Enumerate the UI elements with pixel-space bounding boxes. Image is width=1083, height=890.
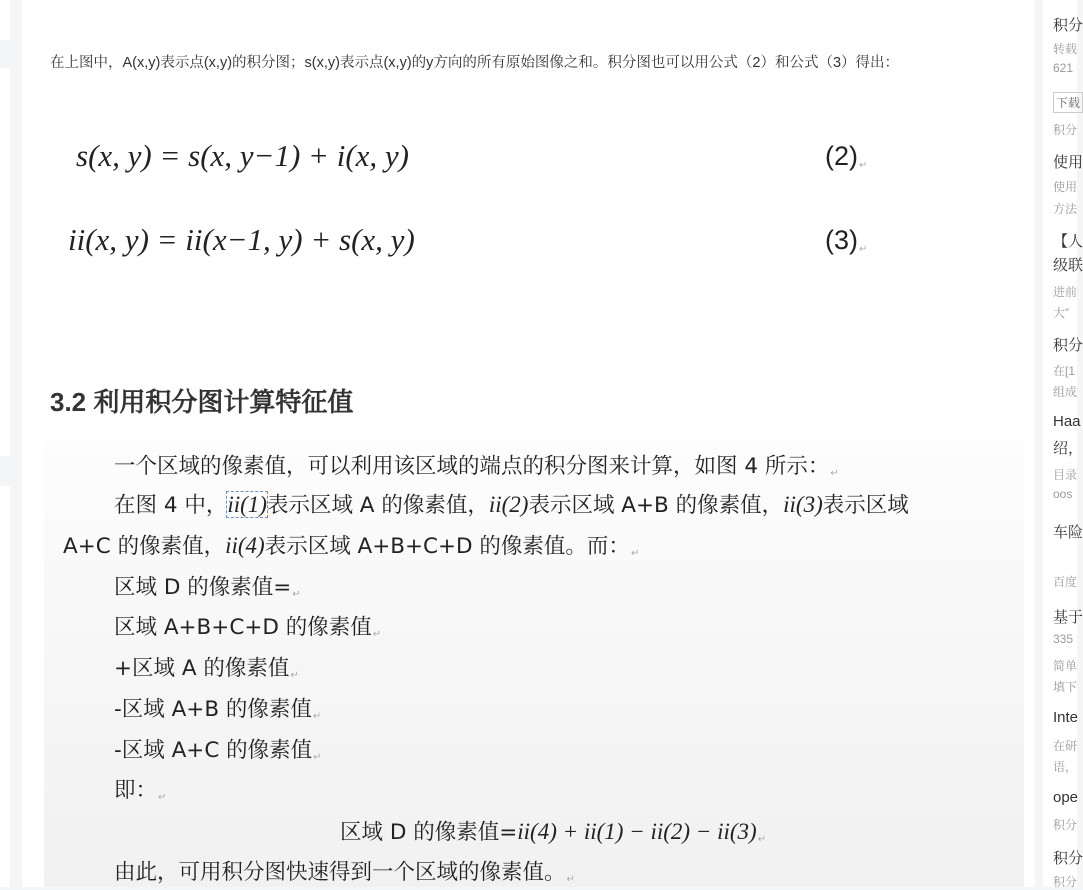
sidebar-item-meta: 进前 xyxy=(1053,285,1078,299)
sidebar-item-title[interactable]: 使用 xyxy=(1053,154,1083,171)
equation-3-text: ii(x, y) = ii(x−1, y) + s(x, y) xyxy=(68,222,415,257)
related-articles-sidebar xyxy=(1043,0,1083,889)
sidebar-item-meta: 大” xyxy=(1053,306,1069,320)
paragraph-mark-icon: ↵ xyxy=(830,468,839,479)
sidebar-item-meta: 方法 xyxy=(1053,202,1078,216)
equation-3-number: (3)↵ xyxy=(825,225,868,255)
left-gutter-strip xyxy=(0,486,10,887)
conclusion-paragraph: 由此，可用积分图快速得到一个区域的像素值。↵ xyxy=(114,860,575,885)
equation-3 xyxy=(68,222,415,258)
sidebar-item-title[interactable]: 积分 xyxy=(1053,17,1083,34)
paragraph-2-line-2: A+C 的像素值，ii(4)表示区域 A+B+C+D 的像素值。而：↵ xyxy=(63,533,640,559)
paragraph-mark-icon: ↵ xyxy=(312,711,322,722)
sidebar-item-meta: 填下 xyxy=(1053,680,1078,694)
scanned-document-image xyxy=(44,440,1024,887)
sidebar-item-title[interactable]: Haa xyxy=(1053,413,1081,430)
ii1-math-object[interactable]: ii(1) xyxy=(227,492,267,517)
sidebar-item-title[interactable]: 【人 xyxy=(1053,233,1083,250)
sidebar-item-meta: 使用 xyxy=(1053,180,1078,194)
left-gutter-strip xyxy=(0,68,10,456)
intro-paragraph: 在上图中，A(x,y)表示点(x,y)的积分图；s(x,y)表示点(x,y)的y方向的所有原始图像之和。积分图也可以用公式（2）和公式（3）得出： xyxy=(50,55,900,71)
sidebar-item-title[interactable]: 基于 xyxy=(1053,609,1083,626)
sidebar-item-meta: 积分 xyxy=(1053,875,1078,889)
line-namely: 即：↵ xyxy=(114,778,167,803)
sidebar-item-title[interactable]: 绍， xyxy=(1053,440,1083,457)
sidebar-item-meta: 组成 xyxy=(1053,385,1078,399)
paragraph-1: 一个区域的像素值，可以利用该区域的端点的积分图来计算，如图 4 所示：↵ xyxy=(114,454,839,479)
article-content xyxy=(22,0,1035,887)
paragraph-mark-icon: ↵ xyxy=(630,548,640,559)
equation-2 xyxy=(76,138,409,174)
sidebar-item-meta: oos xyxy=(1053,487,1073,501)
sidebar-item-meta: 转载 xyxy=(1053,42,1078,56)
left-gutter xyxy=(0,0,22,887)
result-formula-math: ii(4) + ii(1) − ii(2) − ii(3) xyxy=(517,819,757,844)
sidebar-item-meta: 简单 xyxy=(1053,659,1078,673)
sidebar-item-meta: 语， xyxy=(1053,760,1078,774)
paragraph-mark-icon: ↵ xyxy=(313,752,322,763)
line-region-abcd: 区域 A+B+C+D 的像素值↵ xyxy=(114,615,382,640)
sidebar-item-title[interactable]: 级联 xyxy=(1053,257,1083,274)
sidebar-item-meta: 在研 xyxy=(1053,739,1078,753)
sidebar-item-meta: 621 xyxy=(1053,61,1074,75)
paragraph-mark-icon: ↵ xyxy=(372,629,382,640)
equation-2-number: (2)↵ xyxy=(825,141,868,171)
paragraph-2-line-1: 在图 4 中，ii(1)表示区域 A 的像素值，ii(2)表示区域 A+B 的像素值，ii(3)表示区域 xyxy=(114,492,909,518)
sidebar-item-title[interactable]: Inte xyxy=(1053,709,1079,726)
sidebar-item-meta: 积分 xyxy=(1053,818,1078,832)
paragraph-mark-icon: ↵ xyxy=(566,874,575,885)
left-gutter-strip xyxy=(0,0,10,40)
paragraph-mark-icon: ↵ xyxy=(859,160,868,171)
section-heading: 3.2 利用积分图计算特征值 xyxy=(50,387,354,417)
sidebar-item-meta: 百度 xyxy=(1053,575,1078,589)
paragraph-mark-icon: ↵ xyxy=(158,792,167,803)
sidebar-download-button[interactable]: 下载 xyxy=(1053,92,1083,113)
line-plus-region-a: +区域 A 的像素值↵ xyxy=(114,656,299,681)
sidebar-item-title[interactable]: 积分 xyxy=(1053,850,1083,867)
line-minus-region-ac: -区域 A+C 的像素值↵ xyxy=(114,738,322,763)
sidebar-item-meta: 335 xyxy=(1053,632,1074,646)
sidebar-item-title[interactable]: ope xyxy=(1053,789,1079,806)
paragraph-mark-icon: ↵ xyxy=(290,670,299,681)
equation-2-text: s(x, y) = s(x, y−1) + i(x, y) xyxy=(76,138,409,173)
result-formula: 区域 D 的像素值=ii(4) + ii(1) − ii(2) − ii(3)↵ xyxy=(340,819,767,845)
sidebar-item-title[interactable]: 车险 xyxy=(1053,524,1083,541)
line-region-d: 区域 D 的像素值=↵ xyxy=(114,575,301,600)
paragraph-mark-icon: ↵ xyxy=(757,834,767,845)
sidebar-item-meta: 目录 xyxy=(1053,468,1078,482)
line-minus-region-ab: -区域 A+B 的像素值↵ xyxy=(114,697,322,722)
paragraph-mark-icon: ↵ xyxy=(292,589,301,600)
sidebar-item-meta: 积分 xyxy=(1053,123,1078,137)
sidebar-item-title[interactable]: 积分 xyxy=(1053,337,1083,354)
paragraph-mark-icon: ↵ xyxy=(859,244,868,255)
sidebar-item-meta: 在[1 xyxy=(1053,364,1076,378)
